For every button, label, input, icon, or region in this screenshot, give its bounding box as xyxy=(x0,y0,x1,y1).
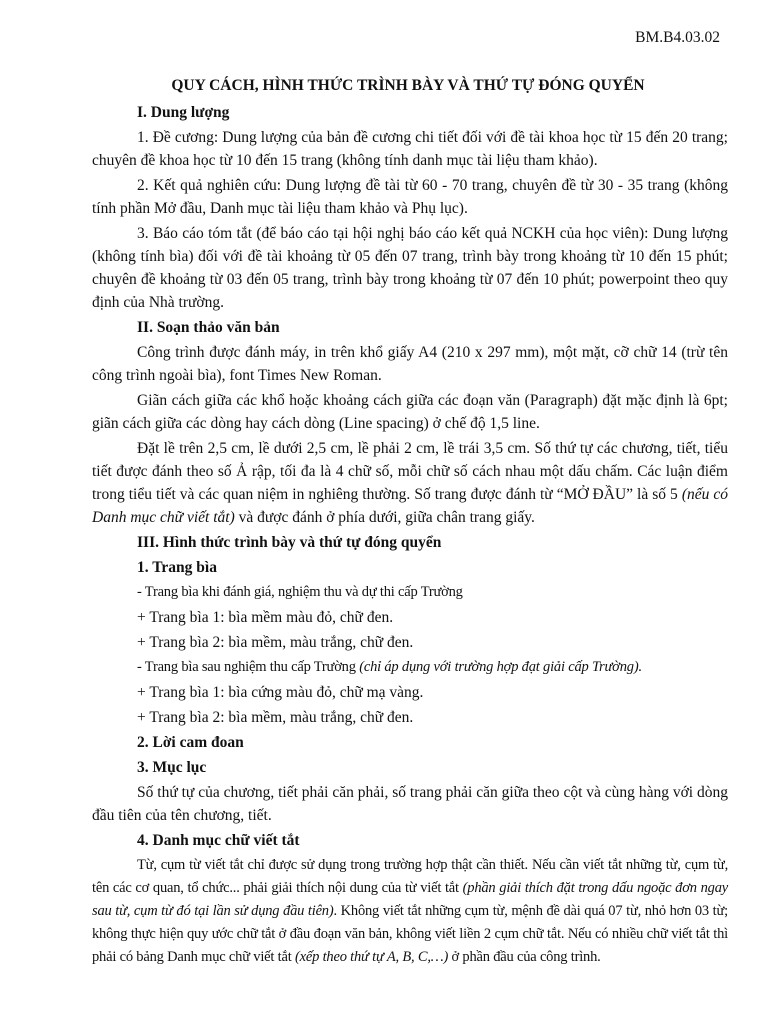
paragraph-abbreviations: Từ, cụm từ viết tắt chỉ được sử dụng trong trường hợp thật cần thiết. Nếu cần viết tắt những từ, cụm từ, tên các cơ quan, tổ chức... phải giải thích nội dung của từ viết tắt (phần giải thích đặt trong dấu ngoặc đơn ngay sau từ, cụm từ đó tại lần sử dụng đầu tiên). Không viết tắt những cụm từ, mệnh đề dài quá 07 từ, nhỏ hơn 03 từ; không thực hiện quy ước chữ tắt ở đầu đoạn văn bản, không viết liền 2 cụm chữ tắt. Nếu có nhiều chữ viết tắt thì phải có bảng Danh mục chữ viết tắt (xếp theo thứ tự A, B, C,…) ở phần đầu của công trình. xyxy=(92,857,729,965)
paragraph-spacing: Giãn cách giữa các khổ hoặc khoảng cách giữa các đoạn văn (Paragraph) đặt mặc định là 6pt; giãn cách giữa các dòng hay cách dòng (Line spacing) ở chế độ 1,5 line. xyxy=(92,392,728,432)
list-item-cover-1-soft: + Trang bìa 1: bìa mềm màu đỏ, chữ đen. xyxy=(137,609,394,626)
list-item-cover-1-hard: + Trang bìa 1: bìa cứng màu đỏ, chữ mạ vàng. xyxy=(137,684,424,701)
subheading-toc: 3. Mục lục xyxy=(137,759,207,776)
paragraph-typing: Công trình được đánh máy, in trên khổ giấy A4 (210 x 297 mm), một mặt, cỡ chữ 14 (trừ tên công trình ngoài bìa), font Times New Roman. xyxy=(92,344,728,384)
section-heading-2: II. Soạn thảo văn bản xyxy=(137,319,280,336)
section-heading-3: III. Hình thức trình bày và thứ tự đóng quyển xyxy=(137,534,442,551)
subheading-abbreviations: 4. Danh mục chữ viết tắt xyxy=(137,832,300,849)
list-item-cover-2-soft: + Trang bìa 2: bìa mềm, màu trắng, chữ đen. xyxy=(137,634,414,651)
paragraph-results: 2. Kết quả nghiên cứu: Dung lượng đề tài từ 60 - 70 trang, chuyên đề từ 30 - 35 trang (không tính phần Mở đầu, Danh mục tài liệu tham khảo và Phụ lục). xyxy=(92,177,728,217)
list-item-cover-2-white: + Trang bìa 2: bìa mềm, màu trắng, chữ đen. xyxy=(137,709,414,726)
paragraph-margins: Đặt lề trên 2,5 cm, lề dưới 2,5 cm, lề phải 2 cm, lề trái 3,5 cm. Số thứ tự các chương, tiết, tiểu tiết được đánh theo số Ả rập, tối đa là 4 chữ số, mỗi chữ số cách nhau một dấu chấm. Các luận điểm trong tiểu tiết và các quan niệm in nghiêng thường. Số trang được đánh từ “MỞ ĐẦU” là số 5 (nếu có Danh mục chữ viết tắt) và được đánh ở phía dưới, giữa chân trang giấy. xyxy=(92,440,728,526)
document-code: BM.B4.03.02 xyxy=(635,29,720,46)
paragraph-toc: Số thứ tự của chương, tiết phải căn phải, số trang phải căn giữa theo cột và cùng hàng với dòng đầu tiên của tên chương, tiết. xyxy=(92,784,728,824)
list-item-cover-after: - Trang bìa sau nghiệm thu cấp Trường (chỉ áp dụng với trường hợp đạt giải cấp Trường). xyxy=(137,659,642,675)
subheading-declaration: 2. Lời cam đoan xyxy=(137,734,244,751)
document-title: QUY CÁCH, HÌNH THỨC TRÌNH BÀY VÀ THỨ TỰ ĐÓNG QUYỂN xyxy=(171,77,645,94)
list-item-cover-eval: - Trang bìa khi đánh giá, nghiệm thu và dự thi cấp Trường xyxy=(137,584,463,600)
section-heading-1: I. Dung lượng xyxy=(137,104,230,121)
paragraph-outline: 1. Đề cương: Dung lượng của bản đề cương chi tiết đối với đề tài khoa học từ 15 đến 20 trang; chuyên đề khoa học từ 10 đến 15 trang (không tính danh mục tài liệu tham khảo). xyxy=(92,129,728,169)
document-body xyxy=(92,101,728,971)
subheading-cover: 1. Trang bìa xyxy=(137,559,217,576)
paragraph-summary-report: 3. Báo cáo tóm tắt (để báo cáo tại hội nghị báo cáo kết quả NCKH của học viên): Dung lượng (không tính bìa) đối với đề tài khoảng từ 05 đến 07 trang, trình bày trong khoảng từ 10 đến 15 phút; chuyên đề khoảng từ 03 đến 05 trang, trình bày trong khoảng từ 07 đến 10 phút; powerpoint theo quy định của Nhà trường. xyxy=(92,225,728,311)
